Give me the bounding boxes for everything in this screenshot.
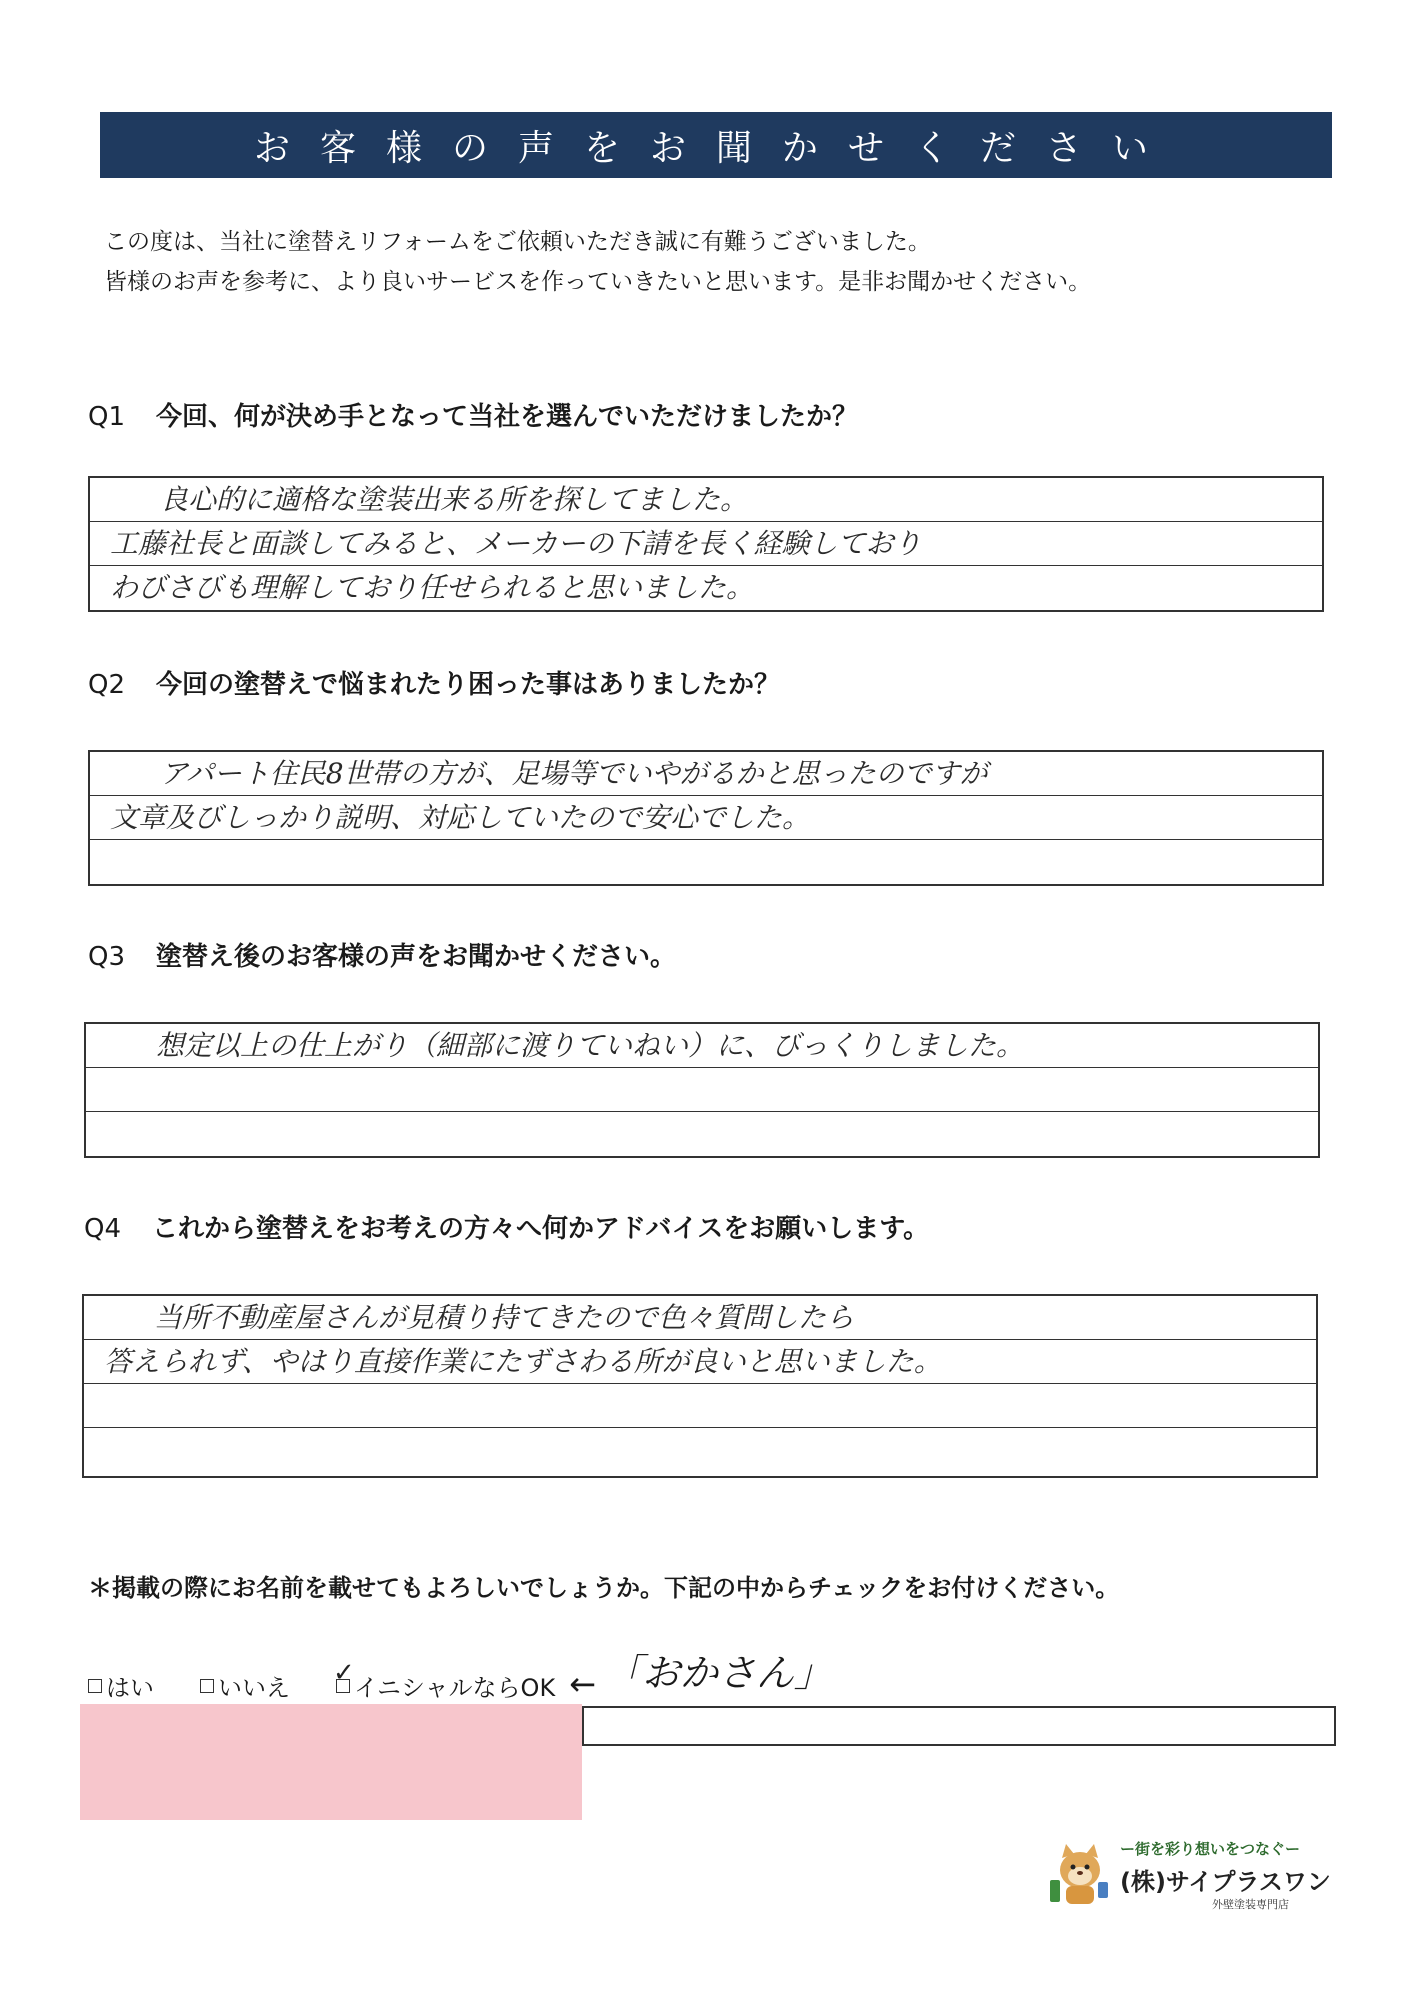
question-text: 今回、何が決め手となって当社を選んでいただけましたか？ xyxy=(156,402,859,432)
question-text: これから塗替えをお考えの方々へ何かアドバイスをお願いします。 xyxy=(152,1214,930,1244)
option-label: イニシャルならOK xyxy=(354,1674,556,1702)
intro-line: 皆様のお声を参考に、より良いサービスを作っていきたいと思います。是非お聞かせください。 xyxy=(104,269,1092,295)
option-yes[interactable] xyxy=(88,1668,154,1703)
answer-line: 良心的に適格な塗装出来る所を探してました。 xyxy=(90,478,1322,522)
redacted-area xyxy=(80,1704,582,1820)
company-logo xyxy=(1048,1836,1331,1922)
name-field-box xyxy=(582,1706,1336,1746)
answer-box-4 xyxy=(82,1294,1318,1478)
answer-box-2 xyxy=(88,750,1324,886)
answer-line xyxy=(86,1112,1318,1156)
intro-text xyxy=(104,222,1324,302)
intro-line: この度は、当社に塗替えリフォームをご依頼いただき誠に有難うございました。 xyxy=(104,229,931,255)
answer-line: 答えられず、やはり直接作業にたずさわる所が良いと思いました。 xyxy=(84,1340,1316,1384)
question-1 xyxy=(88,396,858,433)
answer-line xyxy=(84,1428,1316,1472)
consent-question: ＊掲載の際にお名前を載せてもよろしいでしょうか。下記の中からチェックをお付けください。 xyxy=(88,1574,1120,1602)
logo-tagline: ー街を彩り想いをつなぐー xyxy=(1120,1840,1301,1858)
answer-line: 文章及びしっかり説明、対応していたので安心でした。 xyxy=(90,796,1322,840)
mascot-icon xyxy=(1048,1840,1112,1910)
question-number: Q1 xyxy=(88,402,126,432)
option-label: はい xyxy=(106,1674,154,1702)
answer-line: 工藤社長と面談してみると、メーカーの下請を長く経験しており xyxy=(90,522,1322,566)
logo-company-name: (株)サイプラスワン xyxy=(1120,1868,1331,1896)
question-number: Q4 xyxy=(84,1214,122,1244)
option-label: いいえ xyxy=(218,1674,290,1702)
checkbox-checked[interactable] xyxy=(336,1679,350,1693)
question-4 xyxy=(84,1208,929,1245)
answer-box-3 xyxy=(84,1022,1320,1158)
answer-line xyxy=(84,1384,1316,1428)
question-text: 塗替え後のお客様の声をお聞かせください。 xyxy=(156,942,677,972)
title-banner xyxy=(100,112,1332,178)
question-2 xyxy=(88,664,780,701)
answer-line: アパート住民8世帯の方が、足場等でいやがるかと思ったのですが xyxy=(90,752,1322,796)
answer-line: 当所不動産屋さんが見積り持てきたので色々質問したら xyxy=(84,1296,1316,1340)
consent-options xyxy=(88,1648,832,1703)
checkbox[interactable] xyxy=(88,1679,102,1693)
answer-line xyxy=(86,1068,1318,1112)
question-number: Q2 xyxy=(88,670,126,700)
question-number: Q3 xyxy=(88,942,126,972)
question-3 xyxy=(88,936,676,973)
arrow-left-icon: ← xyxy=(569,1665,597,1703)
checkbox[interactable] xyxy=(200,1679,214,1693)
logo-subtitle: 外壁塗装専門店 xyxy=(1212,1898,1289,1911)
answer-box-1 xyxy=(88,476,1324,612)
question-text: 今回の塗替えで悩まれたり困った事はありましたか？ xyxy=(156,670,781,700)
answer-line: わびさびも理解しており任せられると思いました。 xyxy=(110,571,755,604)
answer-line: 想定以上の仕上がり（細部に渡りていねい）に、びっくりしました。 xyxy=(86,1024,1318,1068)
handwritten-name: 「おかさん」 xyxy=(604,1651,833,1695)
page-title: お客様の声をお聞かせください xyxy=(253,127,1178,169)
option-initials-ok[interactable] xyxy=(336,1668,555,1703)
answer-line xyxy=(90,840,1322,884)
option-no[interactable] xyxy=(200,1668,290,1703)
